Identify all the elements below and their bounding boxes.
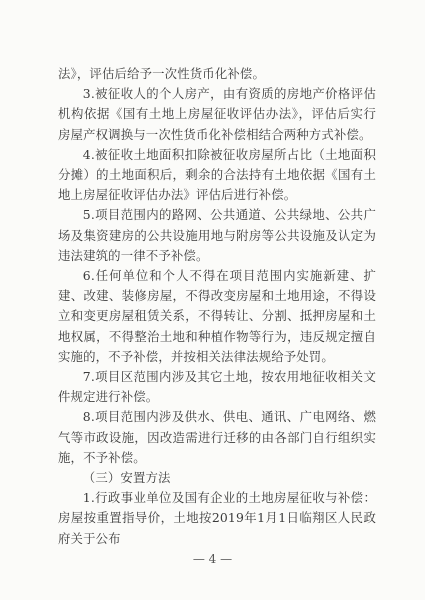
section-heading: （三）安置方法	[82, 470, 171, 486]
page-number: — 4 —	[192, 552, 233, 566]
paragraph-item-8: 8.项目范围内涉及供水、供电、通讯、广电网络、燃气等市政设施，因改造需进行迁移的由各部门自行组织实施，不予补偿。	[58, 409, 376, 465]
paragraph-item-4: 4.被征收土地面积扣除被征收房屋所占比（土地面积分摊）的土地面积后，剩余的合法持有土地依据《国有土地上房屋征收评估办法》评估后进行补偿。	[58, 146, 376, 203]
paragraph-item-3: 3.被征收人的个人房产，由有资质的房地产价格评估机构依据《国有土地上房屋征收评估办法》，评估后实行房屋产权调换与一次性货币化补偿相结合两种方式补偿。	[58, 86, 376, 142]
paragraph-continuation: 法》，评估后给予一次性货币化补偿。	[58, 66, 265, 81]
document-body	[58, 64, 376, 549]
paragraph-item-6: 6.任何单位和个人不得在项目范围内实施新建、扩建、改建、装修房屋，不得改变房屋和土地用途，不得设立和变更房屋租赁关系，不得转让、分割、抵押房屋和土地权属，不得整治土地和种植作物等行为，违反规定擅自实施的，不予补偿，并按相关法律法规给予处罚。	[58, 268, 376, 364]
paragraph-item-7: 7.项目区范围内涉及其它土地，按农用地征收相关文件规定进行补偿。	[58, 369, 376, 405]
paragraph-item-1-placement: 1.行政事业单位及国有企业的土地房屋征收与补偿：房屋按重置指导价，土地按2019年1月1日临翔区人民政府关于公布	[58, 490, 376, 546]
paragraph-item-5: 5.项目范围内的路网、公共通道、公共绿地、公共广场及集资建房的公共设施用地与附房等公共设施及认定为违法建筑的一律不予补偿。	[58, 207, 376, 263]
